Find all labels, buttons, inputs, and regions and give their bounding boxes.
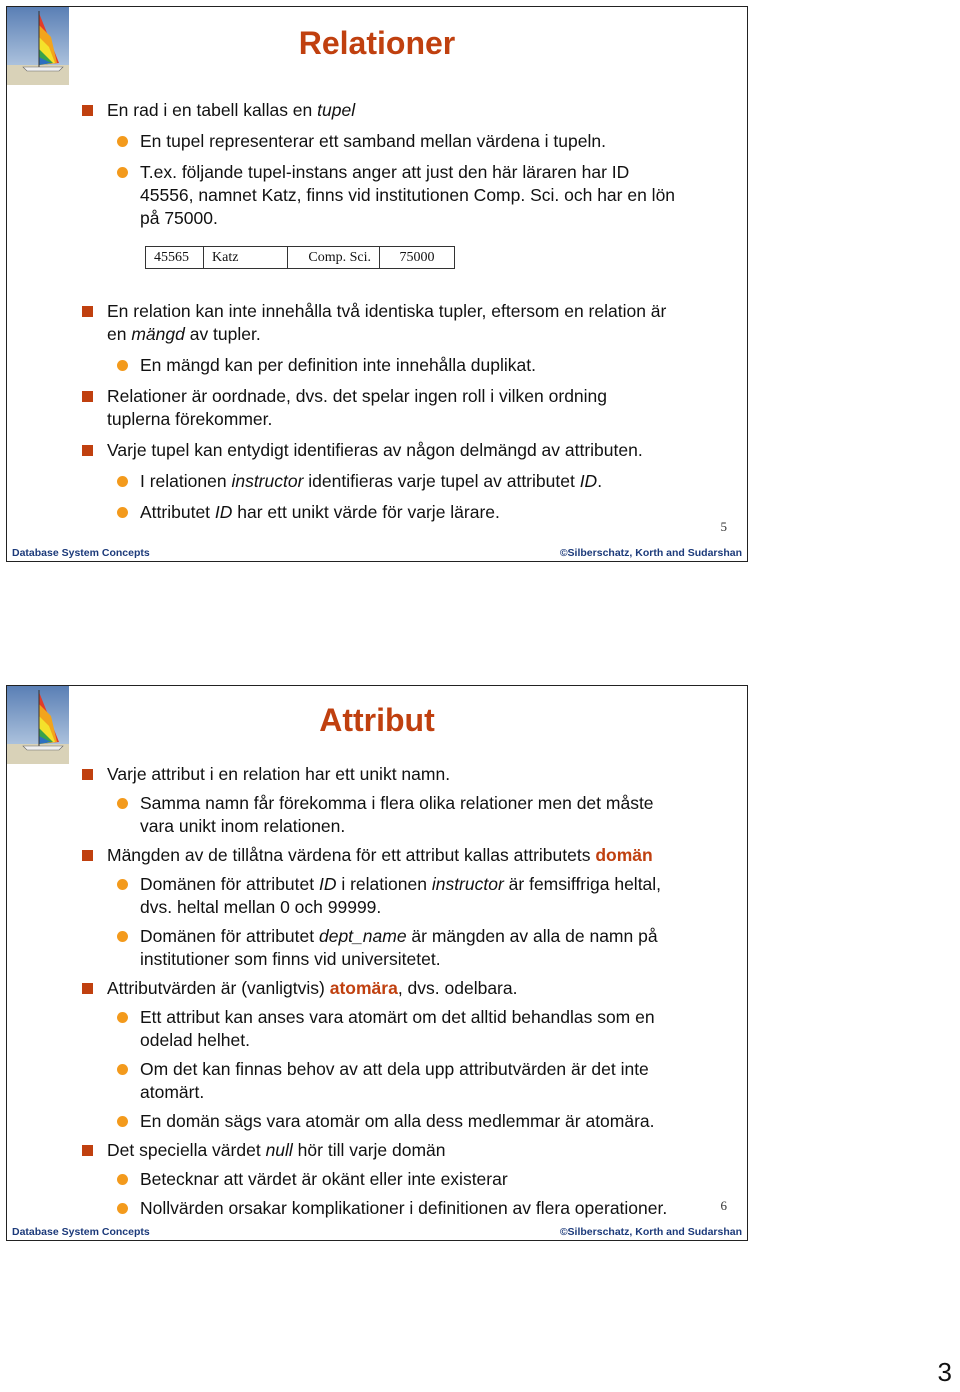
bullet-text: Attributvärden är (vanligtvis) [107, 978, 330, 998]
bullet-item [7, 300, 747, 346]
bullet-item [7, 844, 747, 867]
sub-bullet-item [7, 873, 747, 919]
bullet-list [7, 763, 747, 1220]
bullet-text: Om det kan finnas behov av att dela upp attributvärden är det inte [140, 1059, 649, 1079]
bullet-item [7, 763, 747, 786]
bullet-item [7, 385, 747, 431]
bullet-text: Mängden av de tillåtna värdena för ett attribut kallas attributets [107, 845, 596, 865]
bullet-text: har ett unikt värde för varje lärare. [232, 502, 500, 522]
emphasis-text: dept_name [318, 926, 407, 946]
tuple-cell-name: Katz [204, 247, 288, 268]
bullet-item [7, 977, 747, 1000]
slide-relationer [6, 6, 748, 562]
emphasis-text: instructor [231, 471, 304, 491]
emphasis-text: null [265, 1140, 293, 1160]
emphasis-text: mängd [131, 324, 185, 344]
slide-number: 5 [720, 519, 727, 534]
highlight-text: atomära [329, 978, 398, 998]
bullet-text: är femsiffriga heltal, [503, 874, 662, 894]
bullet-text: i relationen [336, 874, 432, 894]
bullet-text: hör till varje domän [292, 1140, 446, 1160]
bullet-text: 45556, namnet Katz, finns vid institutionen Comp. Sci. och har en lön [140, 185, 676, 205]
highlight-text: domän [595, 845, 653, 865]
emphasis-text: ID [579, 471, 598, 491]
bullet-text: är mängden av alla de namn på [406, 926, 658, 946]
bullet-text: En relation kan inte innehålla två identiska tupler, eftersom en relation är [107, 301, 667, 321]
bullet-text: Relationer är oordnade, dvs. det spelar ingen roll i vilken ordning [107, 386, 608, 406]
bullet-text: på 75000. [140, 208, 218, 228]
bullet-text: Varje tupel kan entydigt identifieras av någon delmängd av attributen. [107, 440, 643, 460]
sub-bullet-item [7, 1197, 747, 1220]
bullet-text: Samma namn får förekomma i flera olika relationer men det måste [140, 793, 654, 813]
bullet-text: Det speciella värdet [107, 1140, 266, 1160]
emphasis-text: instructor [431, 874, 504, 894]
sub-bullet-item [7, 354, 747, 377]
page-number: 3 [937, 1357, 952, 1387]
bullet-list [7, 99, 747, 230]
sub-bullet-item [7, 501, 747, 524]
bullet-list [7, 300, 747, 524]
footer-title: Database System Concepts [12, 1226, 150, 1238]
bullet-text: Varje attribut i en relation har ett unikt namn. [107, 764, 451, 784]
bullet-text: Ett attribut kan anses vara atomärt om det alltid behandlas som en [140, 1007, 655, 1027]
footer-title: Database System Concepts [12, 547, 150, 559]
bullet-text: en [107, 324, 132, 344]
bullet-text: En tupel representerar ett samband mellan värdena i tupeln. [140, 131, 606, 151]
emphasis-text: tupel [317, 100, 356, 120]
sub-bullet-item [7, 1006, 747, 1052]
sub-bullet-item [7, 1168, 747, 1191]
slide-attribut [6, 685, 748, 1241]
bullet-text: I relationen [140, 471, 232, 491]
emphasis-text: ID [318, 874, 337, 894]
bullet-text: En domän sägs vara atomär om alla dess medlemmar är atomära. [140, 1111, 655, 1131]
bullet-item [7, 1139, 747, 1162]
bullet-text: Betecknar att värdet är okänt eller inte existerar [140, 1169, 508, 1189]
bullet-text: Domänen för attributet [140, 926, 319, 946]
bullet-text: identifieras varje tupel av attributet [303, 471, 580, 491]
bullet-text: av tupler. [184, 324, 261, 344]
footer-copyright: ©Silberschatz, Korth and Sudarshan [559, 1226, 742, 1238]
sub-bullet-item [7, 792, 747, 838]
bullet-text: atomärt. [140, 1082, 205, 1102]
sub-bullet-item [7, 1110, 747, 1133]
tuple-table [145, 246, 455, 269]
bullet-text: En rad i en tabell kallas en [107, 100, 318, 120]
bullet-item [7, 439, 747, 462]
sub-bullet-item [7, 470, 747, 493]
tuple-cell-salary: 75000 [399, 250, 435, 265]
bullet-text: dvs. heltal mellan 0 och 99999. [140, 897, 382, 917]
bullet-text: Domänen för attributet [140, 874, 319, 894]
bullet-text: , dvs. odelbara. [397, 978, 518, 998]
bullet-text: vara unikt inom relationen. [140, 816, 346, 836]
bullet-text: tuplerna förekommer. [107, 409, 273, 429]
footer-copyright: ©Silberschatz, Korth and Sudarshan [559, 547, 742, 559]
tuple-cell-dept: Comp. Sci. [288, 247, 380, 268]
sub-bullet-item [7, 130, 747, 153]
sub-bullet-item [7, 1058, 747, 1104]
bullet-text: T.ex. följande tupel-instans anger att just den här läraren har ID [140, 162, 630, 182]
slide-number: 6 [720, 1198, 727, 1213]
bullet-text: odelad helhet. [140, 1030, 250, 1050]
slide-title: Relationer [298, 25, 456, 61]
bullet-text: . [597, 471, 603, 491]
bullet-text: institutioner som finns vid universitetet. [140, 949, 441, 969]
tuple-cell-id: 45565 [146, 247, 204, 268]
bullet-text: En mängd kan per definition inte innehålla duplikat. [140, 355, 536, 375]
slide-title: Attribut [319, 702, 435, 738]
sub-bullet-item [7, 925, 747, 971]
sub-bullet-item [7, 161, 747, 230]
bullet-text: Nollvärden orsakar komplikationer i definitionen av flera operationer. [140, 1198, 668, 1218]
bullet-item [7, 99, 747, 122]
bullet-text: Attributet [140, 502, 215, 522]
emphasis-text: ID [214, 502, 233, 522]
